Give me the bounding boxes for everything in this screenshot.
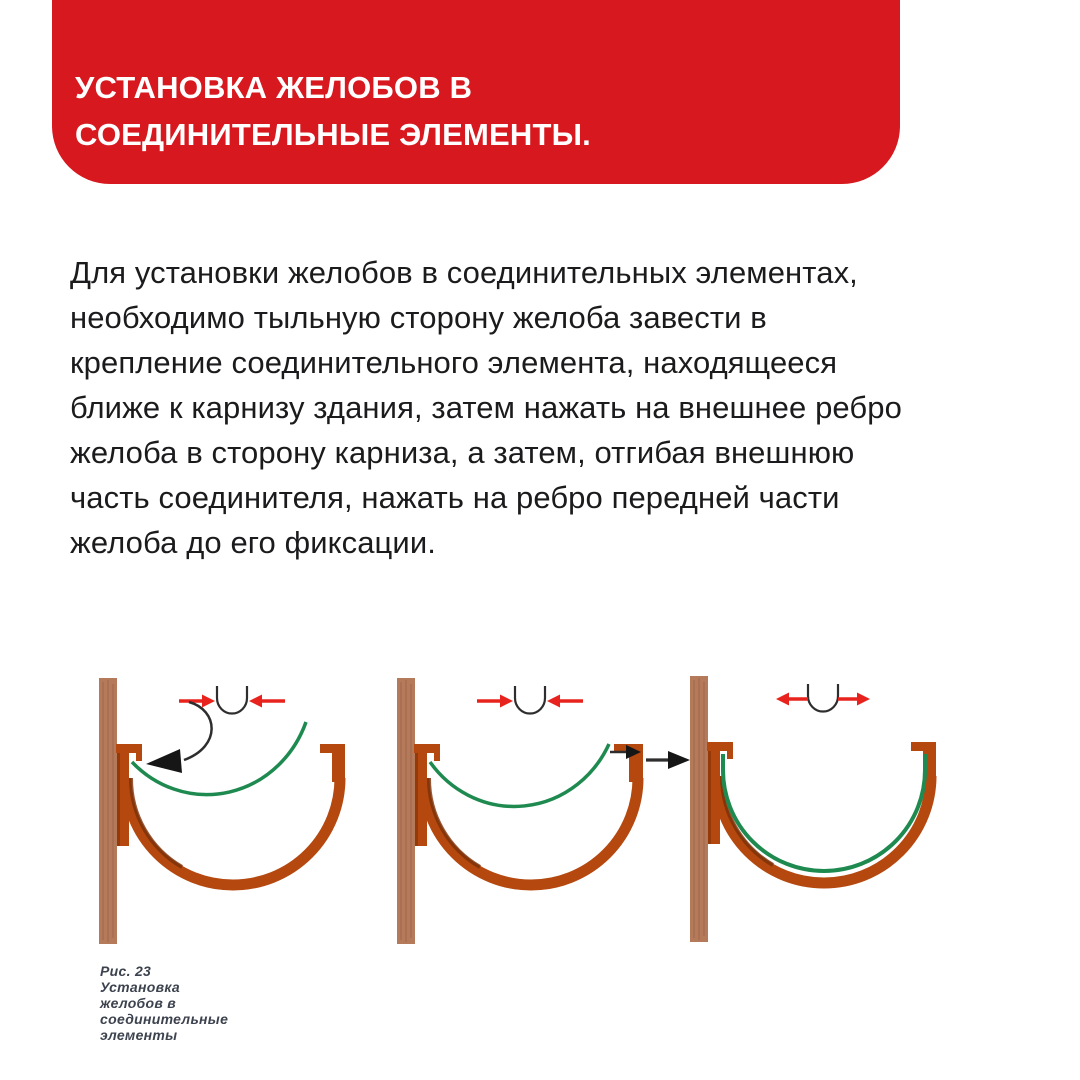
instruction-paragraph [70,250,902,565]
gutter-connector [116,744,345,885]
fascia-board [99,678,117,944]
paragraph-line: необходимо тыльную сторону желоба завести в [70,300,767,335]
gutter-profile [430,744,609,806]
paragraph-line: Для установки желобов в соединительных элементах, [70,255,858,290]
compress-arrows-icon [179,686,285,714]
paragraph-line: часть соединителя, нажать на ребро передней части [70,480,840,515]
fascia-board [690,676,708,942]
paragraph-line: желоба до его фиксации. [70,525,436,560]
paragraph-line: желоба в сторону карниза, а затем, отгибая внешнюю [70,435,855,470]
gutter-connector [707,742,936,883]
diagram-step-2-press-front-edge [388,660,698,950]
compress-arrows-icon [477,686,583,714]
diagram-step-3-gutter-fixed [681,658,991,948]
gutter-profile [132,722,306,795]
expand-arrows-icon [776,684,870,712]
insert-direction-arrow [146,702,212,773]
page-title: УСТАНОВКА ЖЕЛОБОВ В СОЕДИНИТЕЛЬНЫЕ ЭЛЕМЕНТЫ. [75,70,591,152]
figure-caption: Рис. 23 Установка желобов в соединительные элементы [100,963,229,1043]
header-banner [52,0,900,184]
paragraph-line: крепление соединительного элемента, находящееся [70,345,838,380]
fascia-board [397,678,415,944]
gutter-connector [414,744,643,885]
paragraph-line: ближе к карнизу здания, затем нажать на внешнее ребро [70,390,902,425]
diagram-step-1-insert-back-edge [90,660,400,950]
